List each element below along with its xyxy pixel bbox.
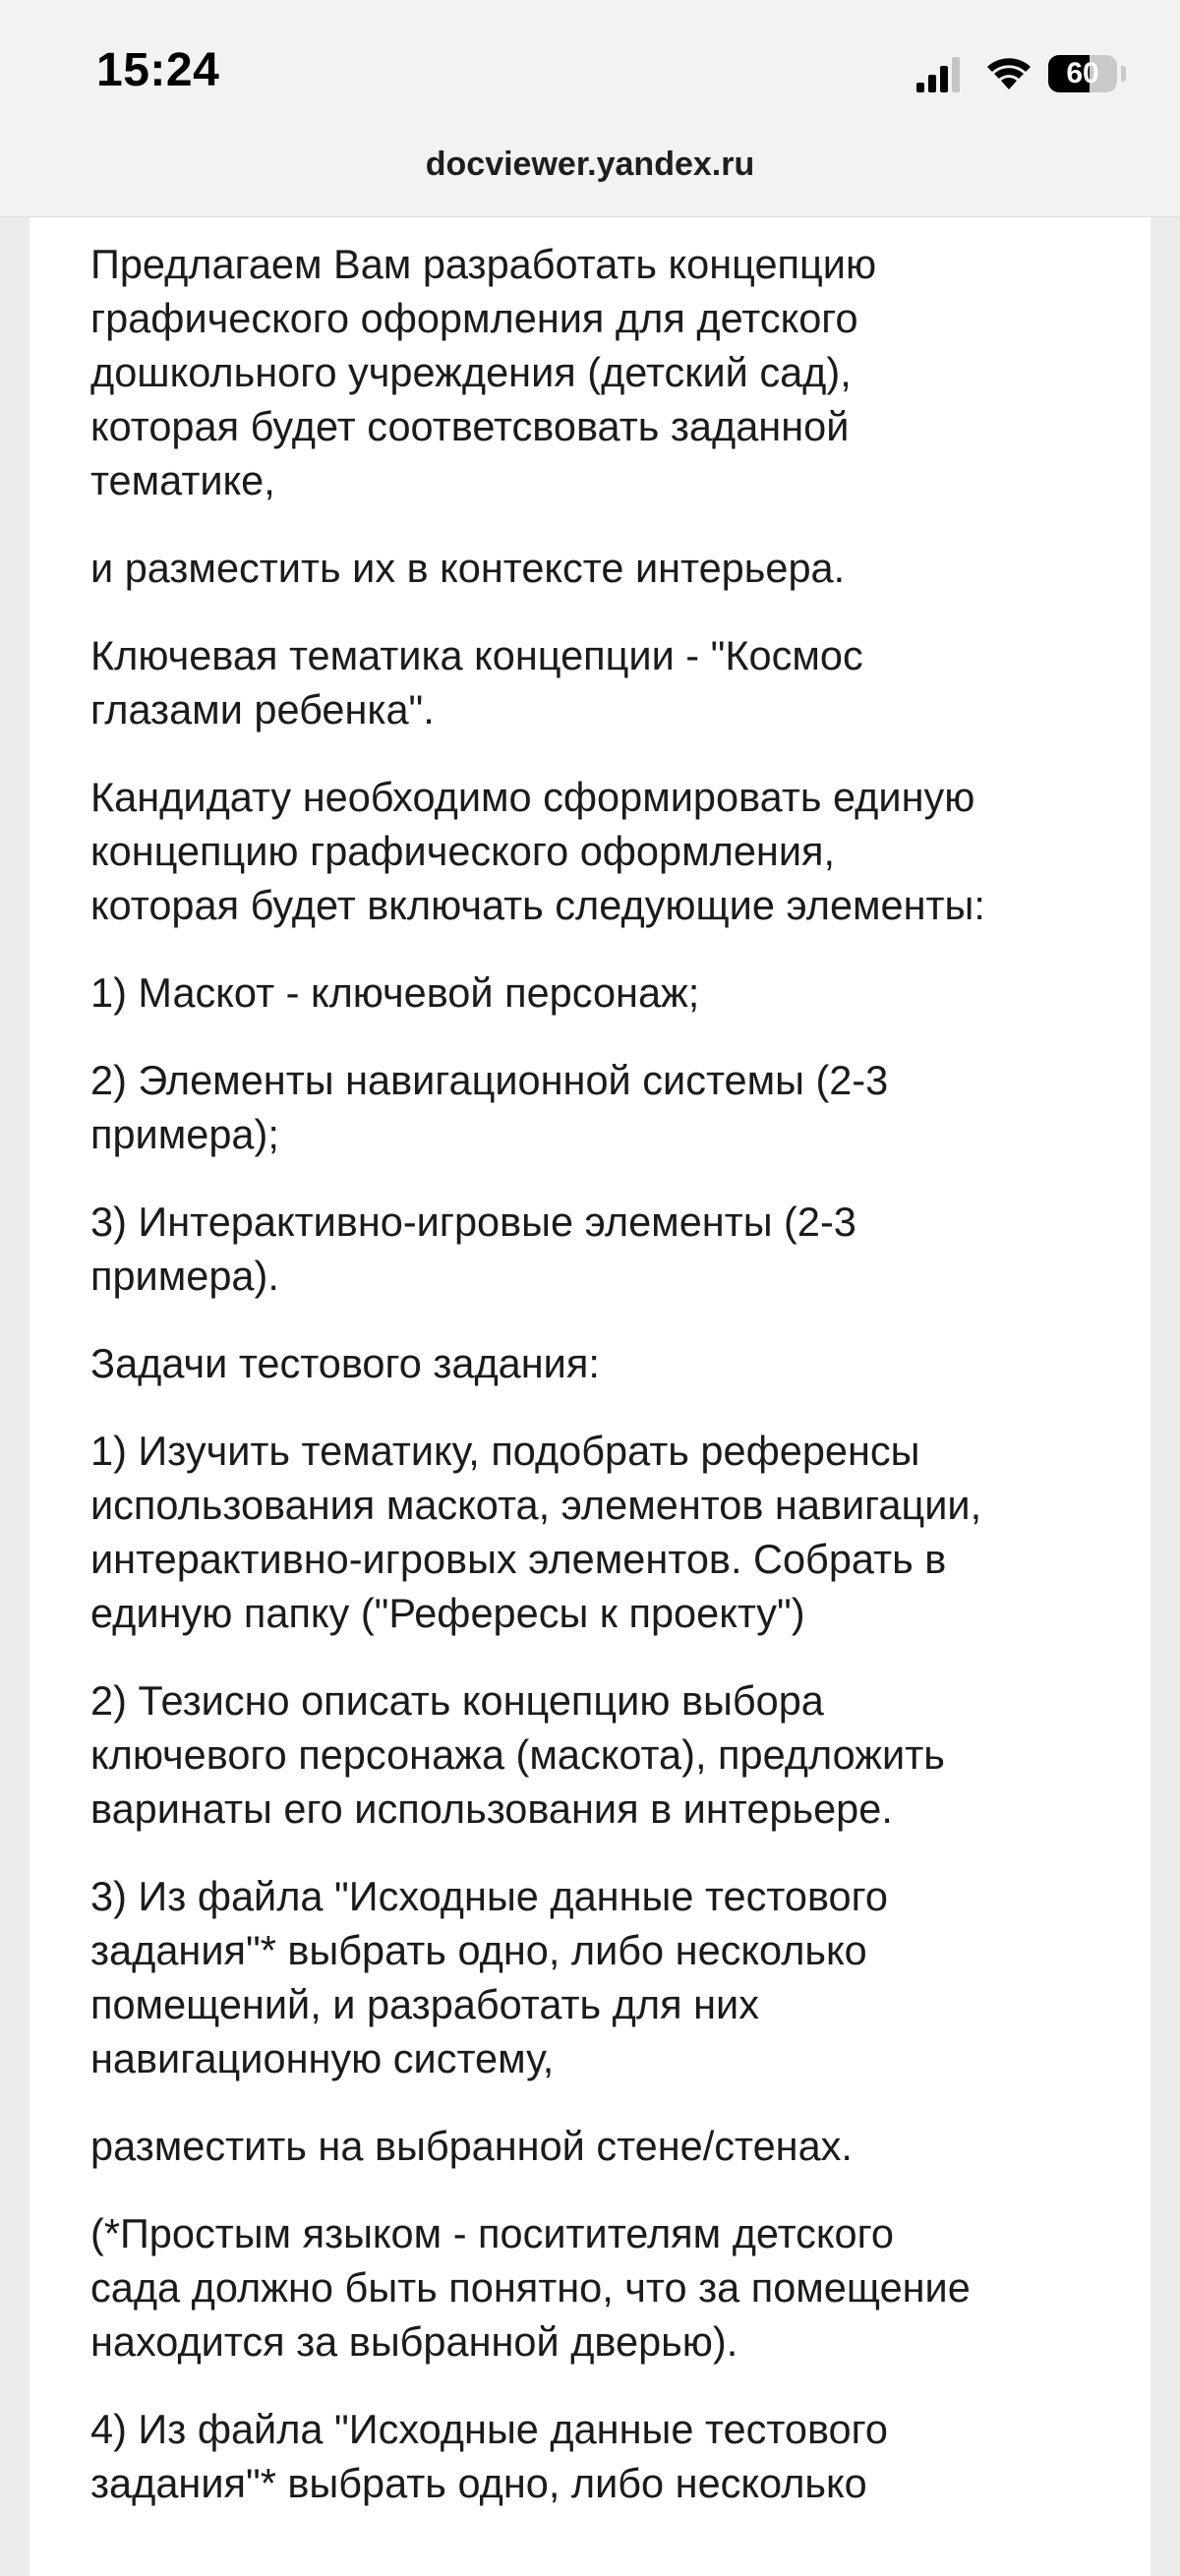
url-text[interactable]: docviewer.yandex.ru — [425, 146, 755, 183]
paragraph-candidate: Кандидату необходимо сформировать единую концепцию графического оформления, которая будет включать следующие элементы: — [90, 774, 985, 928]
list-item-navigation: 2) Элементы навигационной системы (2-3 примера); — [90, 1057, 889, 1157]
paragraph-interior: и разместить их в контексте интерьера. — [90, 545, 846, 591]
list-item-mascot: 1) Маскот - ключевой персонаж; — [90, 969, 700, 1016]
paragraph-intro: Предлагаем Вам разработать концепцию графического оформления для детского дошкольного учреждения (детский сад), которая будет соответсвовать заданной тематике, — [90, 241, 877, 503]
task-3-note: (*Простым языком - поситителям детского сада должно быть понятно, что за помещение находится за выбранной дверью). — [90, 2210, 971, 2365]
task-2: 2) Тезисно описать концепцию выбора ключевого персонажа (маскота), предложить варинаты его использования в интерьере. — [90, 1677, 945, 1832]
paragraph-theme: Ключевая тематика концепции - "Космос глазами ребенка". — [90, 632, 863, 732]
battery-level: 60 — [1066, 57, 1099, 89]
document-content — [90, 237, 1113, 2544]
cellular-signal-icon — [914, 55, 966, 94]
task-4: 4) Из файла "Исходные данные тестового задания"* выбрать одно, либо несколько — [90, 2406, 888, 2506]
task-3-continued: разместить на выбранной стене/стенах. — [90, 2123, 853, 2169]
status-bar — [0, 0, 1180, 138]
list-item-interactive: 3) Интерактивно-игровые элементы (2-3 примера). — [90, 1199, 856, 1299]
address-bar[interactable] — [0, 138, 1180, 217]
battery-icon — [1048, 55, 1117, 92]
status-time: 15:24 — [96, 44, 220, 96]
battery-cap — [1121, 66, 1126, 82]
tasks-heading: Задачи тестового задания: — [90, 1340, 600, 1386]
task-3: 3) Из файла "Исходные данные тестового задания"* выбрать одно, либо несколько помещений, и разработать для них навигационную систему, — [90, 1873, 888, 2081]
task-1: 1) Изучить тематику, подобрать референсы использования маскота, элементов навигации, интерактивно-игровых элементов. Собрать в единую папку ("Рефересы к проекту") — [90, 1428, 982, 1636]
wifi-icon — [983, 53, 1034, 92]
